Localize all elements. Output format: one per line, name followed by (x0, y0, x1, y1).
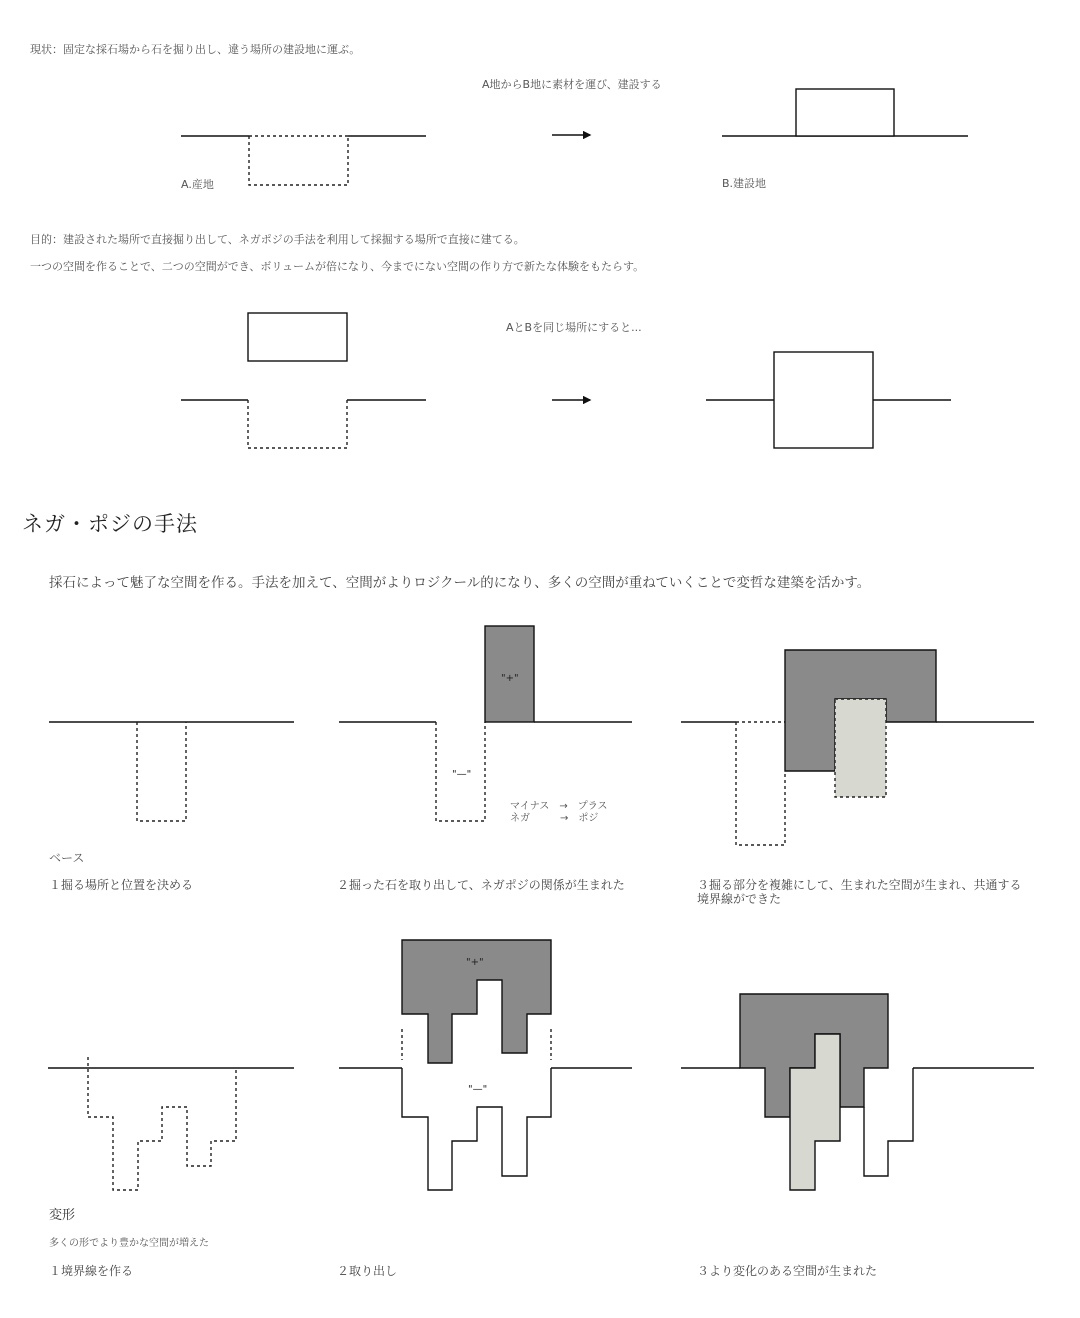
plus-label: "+" (501, 673, 519, 684)
boundary-line-diagram (48, 1057, 294, 1190)
site-a-label: A.産地 (181, 178, 214, 191)
section-title: ネガ・ポジの手法 (22, 512, 198, 536)
base-label: ベース (49, 851, 85, 865)
combined-volume-diagram (706, 352, 951, 448)
same-place-caption: AとBを同じ場所にすると... (506, 321, 642, 334)
separate-volumes-diagram (181, 313, 426, 448)
row2-caption-3: ３より変化のある空間が生まれた (697, 1264, 878, 1278)
minus-label: "—" (452, 769, 472, 780)
quarry-site-a-diagram (181, 136, 426, 185)
plus-label-2: "+" (466, 957, 484, 968)
legend-line-2: ネガ → ポジ (510, 813, 599, 824)
a-to-b-caption: A地からB地に素材を運び、建設する (482, 78, 662, 91)
minus-label-2: "—" (468, 1084, 488, 1095)
varied-space-diagram (681, 994, 1034, 1190)
legend-line-1: マイナス → プラス (510, 801, 608, 812)
base-excavation-diagram (49, 722, 294, 821)
row1-caption-3-line1: ３掘る部分を複雑にして、生まれた空間が生まれ、共通する (697, 878, 1022, 892)
row2-caption-2: ２取り出し (337, 1264, 398, 1278)
site-b-label: B.建設地 (722, 177, 767, 190)
purpose-text: 目的：建設された場所で直接掘り出して、ネガポジの手法を利用して採掘する場所で直接に建てる。 (30, 233, 525, 246)
row1-caption-2: ２掘った石を取り出して、ネガポジの関係が生まれた (337, 878, 625, 892)
section-lead: 採石によって魅了な空間を作る。手法を加えて、空間がよりロジクール的になり、多くの空間が重ねていくことで変哲な建築を活かす。 (49, 575, 871, 591)
row2-caption-1: １境界線を作る (49, 1264, 134, 1278)
purpose-detail-text: 一つの空間を作ることで、二つの空間ができ、ボリュームが倍になり、今までにない空間の作り方で新たな体験をもたらす。 (30, 260, 645, 273)
deform-label: 変形 (49, 1208, 76, 1223)
extraction-diagram (339, 940, 632, 1190)
current-status-text: 現状：固定な採石場から石を掘り出し、違う場所の建設地に運ぶ。 (30, 43, 361, 56)
deform-sublabel: 多くの形でより豊かな空間が増えた (49, 1238, 209, 1249)
nega-posi-diagram (339, 626, 632, 821)
row1-caption-1: １掘る場所と位置を決める (49, 878, 194, 892)
row1-caption-3-line2: 境界線ができた (697, 892, 782, 906)
construction-site-b-diagram (722, 89, 968, 136)
complex-boundary-diagram (681, 650, 1034, 845)
